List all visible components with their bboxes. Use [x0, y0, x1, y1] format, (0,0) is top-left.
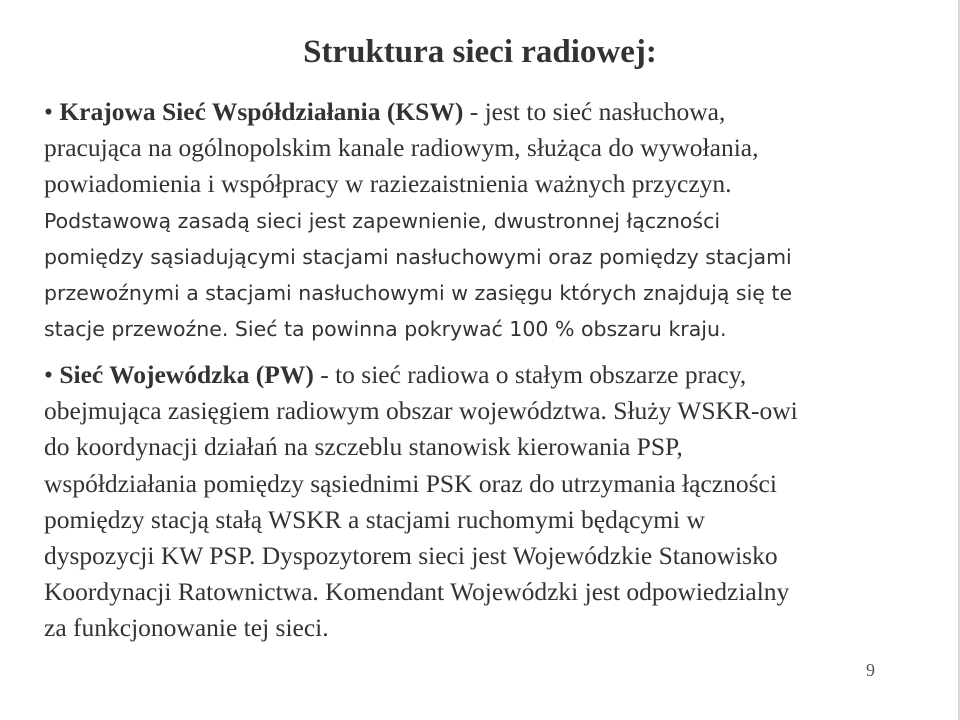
- text-line: pomiędzy sąsiadującymi stacjami nasłuchowymi oraz pomiędzy stacjami: [44, 244, 792, 269]
- text-line: pracująca na ogólnopolskim kanale radiowym, służąca do wywołania,: [44, 133, 759, 163]
- bullet: •: [44, 97, 53, 126]
- text-fragment: - to sieć radiowa o stałym obszarze pracy,: [313, 360, 747, 389]
- slide-title: Struktura sieci radiowej:: [303, 34, 657, 70]
- text-line: Podstawową zasadą sieci jest zapewnienie, dwustronnej łączności: [44, 208, 721, 233]
- paragraph-ksw-line-1: [44, 94, 916, 130]
- term-pw: Sieć Wojewódzka (PW): [59, 360, 314, 389]
- paragraph-pw-line-1: [44, 357, 916, 393]
- term-ksw: Krajowa Sieć Współdziałania (KSW): [59, 97, 464, 126]
- text-line: obejmująca zasięgiem radiowym obszar województwa. Służy WSKR-owi: [44, 396, 798, 426]
- page-number: 9: [866, 660, 875, 680]
- bullet: •: [44, 360, 53, 389]
- text-line: dyspozycji KW PSP. Dyspozytorem sieci jest Wojewódzkie Stanowisko: [44, 541, 778, 571]
- text-line: stacje przewoźne. Sieć ta powinna pokrywać 100 % obszaru kraju.: [44, 317, 727, 342]
- text-line: współdziałania pomiędzy sąsiednimi PSK oraz do utrzymania łączności: [44, 468, 777, 498]
- paragraph-pw: [44, 357, 916, 647]
- text-fragment: - jest to sieć nasłuchowa,: [463, 97, 726, 126]
- text-line: do koordynacji działań na szczeblu stanowisk kierowania PSP,: [44, 432, 683, 462]
- text-line: za funkcjonowanie tej sieci.: [44, 613, 329, 643]
- text-line: powiadomienia i współpracy w raziezaistnienia ważnych przyczyn.: [44, 169, 732, 199]
- text-line: pomiędzy stacją stałą WSKR a stacjami ruchomymi będącymi w: [44, 504, 705, 534]
- text-line: Koordynacji Ratownictwa. Komendant Wojewódzki jest odpowiedzialny: [44, 577, 790, 607]
- paragraph-ksw: [44, 94, 916, 347]
- text-line: przewoźnymi a stacjami nasłuchowymi w zasięgu których znajdują się te: [44, 281, 793, 306]
